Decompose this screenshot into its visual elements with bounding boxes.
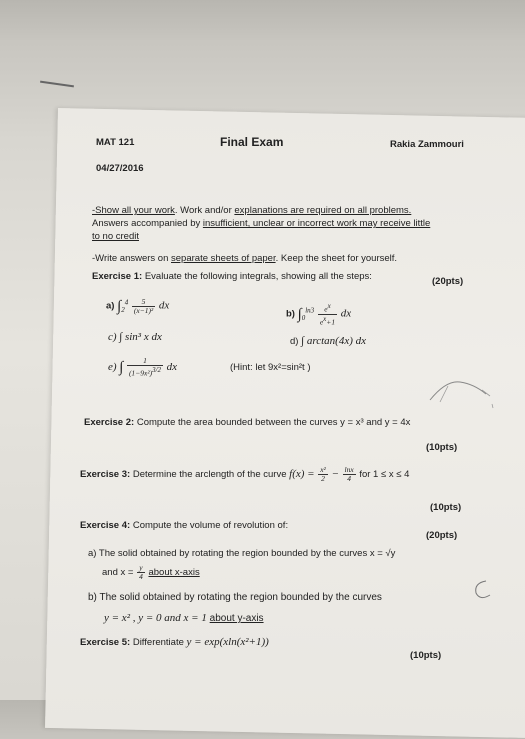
exercise-5-heading: Exercise 5: Differentiate y = exp(xln(x²+1)): [80, 636, 269, 648]
exercise-4a-line-1: a) The solid obtained by rotating the region bounded by the curves x = √y: [88, 548, 396, 559]
integral-b: b) $\int_0^{ln3}$ $\frac{e^x}{e^x+1}$ dx: [286, 302, 352, 326]
instruction-line-4: -Write answers on separate sheets of paper. Keep the sheet for yourself.: [92, 253, 398, 264]
exercise-3-heading: Exercise 3: Determine the arclength of the curve f(x) = $\frac{\text{x²}}{2}$ − $\frac{\ln x}{4}$ for 1 ≤ x ≤ 4: [80, 465, 410, 483]
instruction-line-3: to no credit: [92, 231, 139, 242]
exercise-1-heading: Exercise 1: Evaluate the following integrals, showing all the steps:: [92, 271, 372, 282]
exercise-5-points: (10pts): [410, 650, 442, 661]
exam-title: Final Exam: [220, 135, 284, 149]
instruction-line-2: Answers accompanied by insufficient, unclear or incorrect work may receive little: [92, 218, 431, 229]
exercise-3-points: (10pts): [430, 502, 462, 513]
pencil-sketch: [426, 360, 496, 410]
student-name: Rakia Zammouri: [390, 139, 464, 150]
exercise-4-heading: Exercise 4: Compute the volume of revolution of:: [80, 520, 289, 531]
exercise-4b-line-2: y = x² , y = 0 and x = 1 about y-axis: [104, 612, 264, 624]
integral-c: c) ∫ sin³ x dx: [108, 331, 162, 343]
pencil-mark: [40, 81, 74, 88]
course-code: MAT 121: [96, 137, 135, 148]
integral-e: e) ∫ $\frac{1}{(1-9x^2)^{3/2}}$ dx: [108, 356, 178, 378]
integral-d: d) ∫ arctan(4x) dx: [290, 335, 367, 347]
exercise-2-heading: Exercise 2: Compute the area bounded between the curves y = x³ and y = 4x: [84, 417, 411, 428]
instruction-line-1: -Show all your work. Work and/or explanations are required on all problems.: [92, 205, 412, 216]
exercise-4-points: (20pts): [426, 530, 458, 541]
integral-e-hint: (Hint: let 9x²=sin²t ): [230, 362, 311, 373]
exercise-1-points: (20pts): [432, 276, 464, 287]
exercise-4b-line-1: b) The solid obtained by rotating the region bounded by the curves: [88, 592, 382, 603]
integral-a: a) $\int_2^4$ $\frac{5}{\text{(x−1)²}}$ dx: [106, 296, 170, 315]
exercise-2-points: (10pts): [426, 442, 458, 453]
exam-date: 04/27/2016: [96, 163, 144, 174]
pencil-circle: [468, 575, 498, 605]
exercise-4a-line-2: and x = $\frac{y}{4}$ about x-axis: [102, 563, 200, 581]
